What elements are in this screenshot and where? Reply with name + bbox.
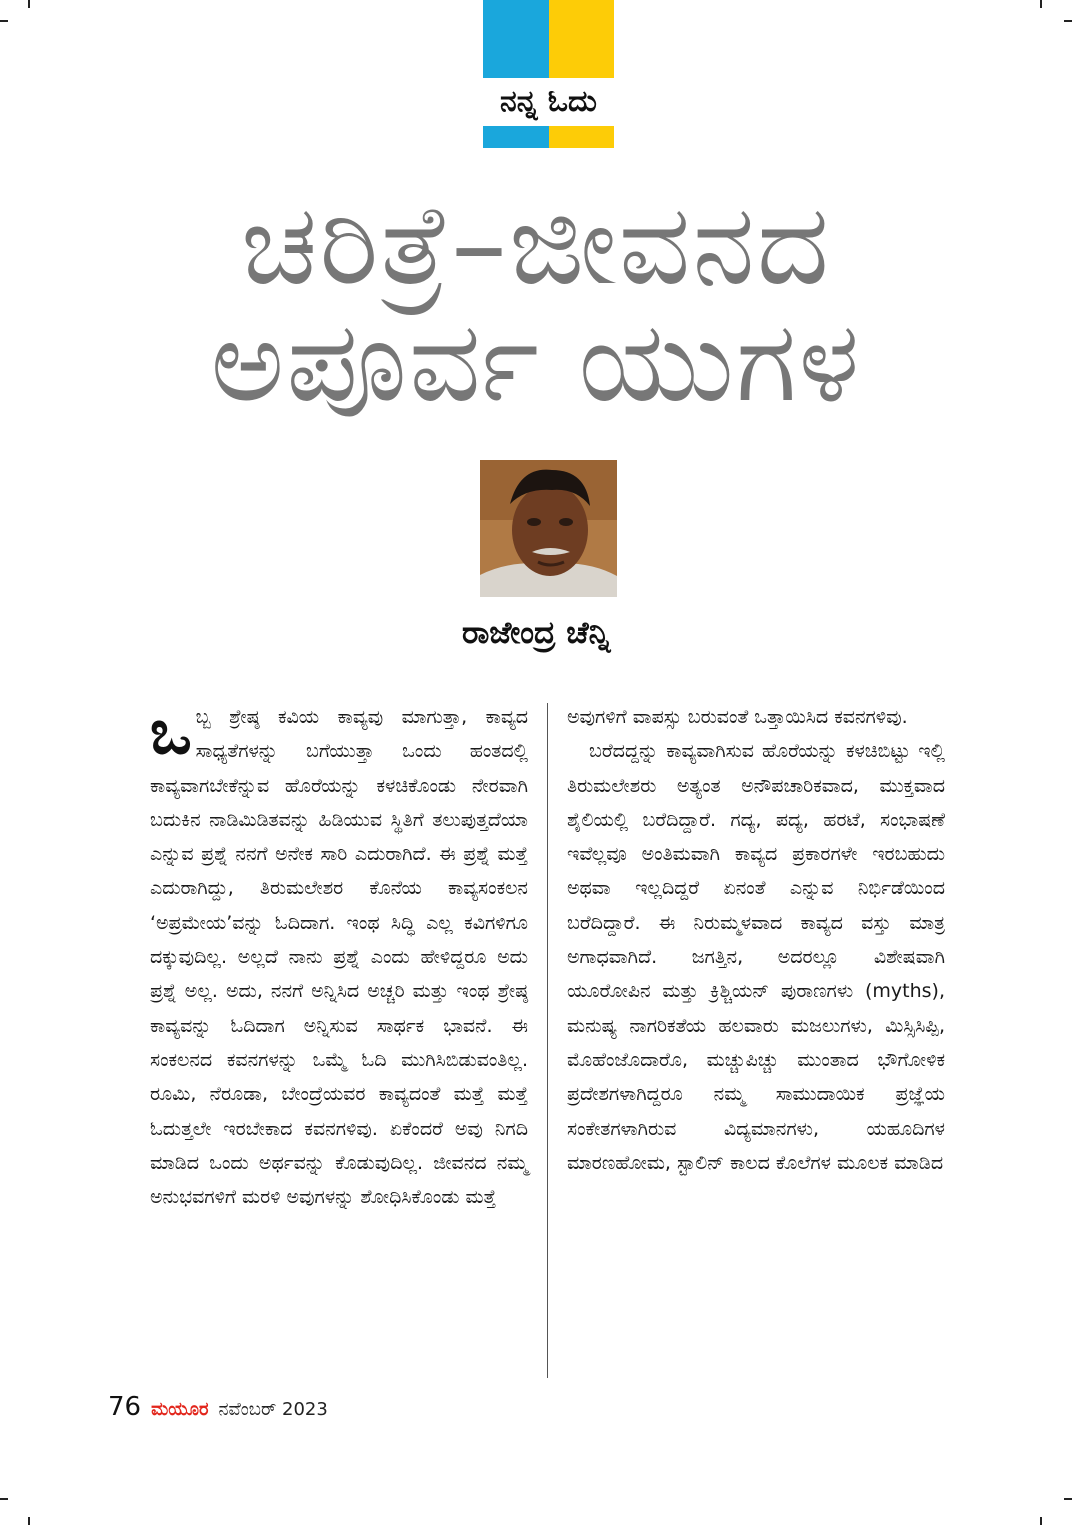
headline-line-1: ಚರಿತ್ರೆ–ಜೀವನದ (240, 180, 832, 310)
article-paragraph (150, 695, 528, 1214)
page-footer (108, 1392, 328, 1432)
section-badge (483, 0, 614, 148)
paragraph-text: ಬ್ಬ ಶ್ರೇಷ್ಠ ಕವಿಯ ಕಾವ್ಯವು ಮಾಗುತ್ತಾ, ಕಾವ್ಯದ ಸಾಧ್ಯತೆಗಳನ್ನು ಬಗೆಯುತ್ತಾ ಒಂದು ಹಂತದಲ್ಲಿ ಕಾವ್ಯವಾಗಬೇಕೆನ್ನುವ ಹೊರೆಯನ್ನು ಕಳಚಿಕೊಂಡು ನೇರವಾಗಿ ಬದುಕಿನ ನಾಡಿಮಿಡಿತವನ್ನು ಹಿಡಿಯುವ ಸ್ಥಿತಿಗೆ ತಲುಪುತ್ತದೆಯಾ ಎನ್ನುವ ಪ್ರಶ್ನೆ ನನಗೆ ಅನೇಕ ಸಾರಿ ಎದುರಾಗಿದೆ. ಈ ಪ್ರಶ್ನೆ ಮತ್ತೆ ಎದುರಾಗಿದ್ದು, ತಿರುಮಲೇಶರ ಕೊನೆಯ ಕಾವ್ಯಸಂಕಲನ ‘ಅಪ್ರಮೇಯ’ವನ್ನು ಓದಿದಾಗ. ಇಂಥ ಸಿದ್ಧಿ ಎಲ್ಲ ಕವಿಗಳಿಗೂ ದಕ್ಕುವುದಿಲ್ಲ. ಅಲ್ಲದೆ ನಾನು ಪ್ರಶ್ನೆ ಎಂದು ಹೇಳಿದ್ದರೂ ಅದು ಪ್ರಶ್ನೆ ಅಲ್ಲ. ಅದು, ನನಗೆ ಅನ್ನಿಸಿದ ಅಚ್ಚರಿ ಮತ್ತು ಇಂಥ ಶ್ರೇಷ್ಠ ಕಾವ್ಯವನ್ನು ಓದಿದಾಗ ಅನ್ನಿಸುವ ಸಾರ್ಥಕ ಭಾವನೆ. ಈ ಸಂಕಲನದ ಕವನಗಳನ್ನು ಒಮ್ಮೆ ಓದಿ ಮುಗಿಸಿಬಿಡುವಂತಿಲ್ಲ. ರೂಮಿ, ನೆರೂಡಾ, ಬೇಂದ್ರೆಯವರ ಕಾವ್ಯದಂತೆ ಮತ್ತೆ ಮತ್ತೆ ಓದುತ್ತಲೇ ಇರಬೇಕಾದ ಕವನಗಳಿವು. ಏಕೆಂದರೆ ಅವು ನಿಗದಿ ಮಾಡಿದ ಒಂದು ಅರ್ಥವನ್ನು ಕೊಡುವುದಿಲ್ಲ. ಜೀವನದ ನಮ್ಮ ಅನುಭವಗಳಿಗೆ ಮರಳಿ ಅವುಗಳನ್ನು ಶೋಧಿಸಿಕೊಂಡು ಮತ್ತೆ (150, 706, 528, 1209)
author-name: ರಾಜೇಂದ್ರ ಚೆನ್ನಿ (461, 615, 611, 651)
drop-cap: ಒ (150, 695, 192, 768)
crop-mark (1064, 20, 1072, 22)
crop-mark (1040, 1517, 1042, 1525)
page-number: 76 (108, 1392, 142, 1422)
article-paragraph: ಬರೆದದ್ದನ್ನು ಕಾವ್ಯವಾಗಿಸುವ ಹೊರೆಯನ್ನು ಕಳಚಿಬಿಟ್ಟು ಇಲ್ಲಿ ತಿರುಮಲೇಶರು ಅತ್ಯಂತ ಅನೌಪಚಾರಿಕವಾದ, ಮುಕ್ತವಾದ ಶೈಲಿಯಲ್ಲಿ ಬರೆದಿದ್ದಾರೆ. ಗದ್ಯ, ಪದ್ಯ, ಹರಟೆ, ಸಂಭಾಷಣೆ ಇವೆಲ್ಲವೂ ಅಂತಿಮವಾಗಿ ಕಾವ್ಯದ ಪ್ರಕಾರಗಳೇ ಇರಬಹುದು ಅಥವಾ ಇಲ್ಲದಿದ್ದರೆ ಏನಂತೆ ಎನ್ನುವ ನಿರ್ಭಿಡೆಯಿಂದ ಬರೆದಿದ್ದಾರೆ. ಈ ನಿರುಮ್ಮಳವಾದ ಕಾವ್ಯದ ವಸ್ತು ಮಾತ್ರ ಅಗಾಧವಾಗಿದೆ. ಜಗತ್ತಿನ, ಅದರಲ್ಲೂ ವಿಶೇಷವಾಗಿ ಯೂರೋಪಿನ ಮತ್ತು ಕ್ರಿಶ್ಚಿಯನ್ ಪುರಾಣಗಳು (myths), ಮನುಷ್ಯ ನಾಗರಿಕತೆಯ ಹಲವಾರು ಮಜಲುಗಳು, ಮಿಸ್ಸಿಸಿಪ್ಪಿ, ಮೊಹೆಂಜೊದಾರೊ, ಮಚ್ಚುಪಿಚ್ಚು ಮುಂತಾದ ಭೌಗೋಳಿಕ ಪ್ರದೇಶಗಳಾಗಿದ್ದರೂ ನಮ್ಮ ಸಾಮುದಾಯಿಕ ಪ್ರಜ್ಞೆಯ ಸಂಕೇತಗಳಾಗಿರುವ ವಿದ್ಯಮಾನಗಳು, ಯಹೂದಿಗಳ ಮಾರಣಹೋಮ, ಸ್ಟಾಲಿನ್ ಕಾಲದ ಕೊಲೆಗಳ ಮೂಲಕ ಮಾಡಿದ (567, 740, 945, 1174)
section-label: ನನ್ನ ಓದು (500, 84, 597, 119)
author-photo (480, 460, 617, 597)
issue-date: ನವೆಂಬರ್ 2023 (218, 1399, 328, 1420)
crop-mark (1064, 1498, 1072, 1500)
article-column-right (567, 700, 945, 1180)
crop-mark (28, 1517, 30, 1525)
crop-mark (0, 20, 8, 22)
column-divider (547, 703, 548, 1378)
magazine-logo: ಮಯೂರ (151, 1399, 209, 1420)
article-paragraph: ಅವುಗಳಿಗೆ ವಾಪಸ್ಸು ಬರುವಂತೆ ಒತ್ತಾಯಿಸಿದ ಕವನಗಳಿವು. (567, 706, 908, 728)
headline-line-2: ಅಪೂರ್ವ ಯುಗಳ (210, 297, 862, 427)
article-column-left (150, 695, 528, 1214)
crop-mark (28, 0, 30, 8)
author-portrait-icon (480, 460, 617, 597)
crop-mark (1040, 0, 1042, 8)
crop-mark (0, 1498, 8, 1500)
